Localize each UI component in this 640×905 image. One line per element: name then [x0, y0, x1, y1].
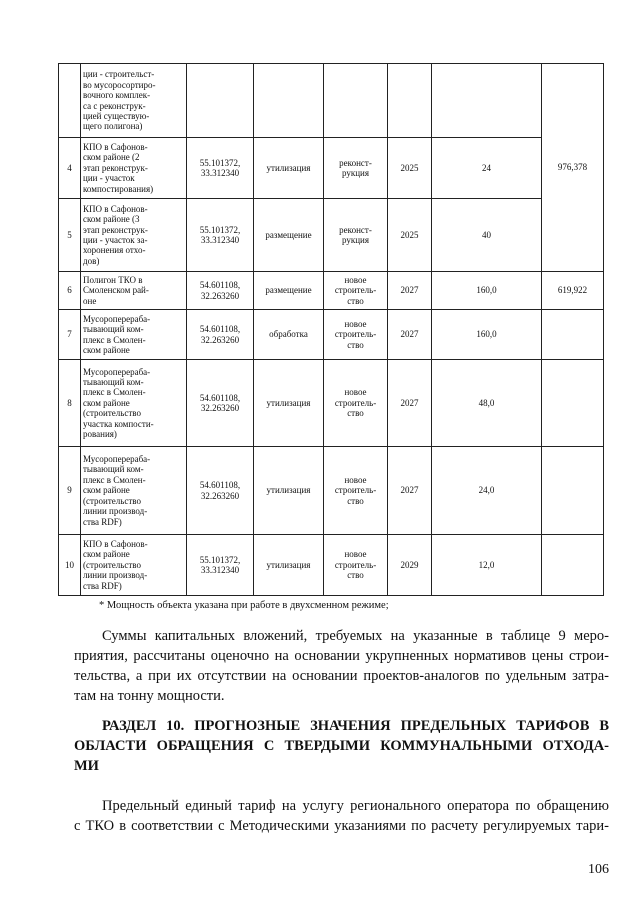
text-line: тельства, а при их отсутствии на основании проектов-аналогов по удельным затра- — [74, 668, 609, 684]
cell-work: реконст- рукция — [324, 138, 388, 199]
table-row — [59, 360, 604, 447]
cell-name: ции - строительст- во мусоросортиро- вочного комплек- са с реконструк- цией существую- щего полигона) — [81, 64, 187, 138]
cell-coords: 55.101372, 33.312340 — [187, 138, 254, 199]
cell-name: КПО в Сафонов- ском районе (3 этап реконструк- ции - участок за- хоронения отхо- дов) — [81, 199, 187, 272]
cell-year: 2025 — [388, 138, 432, 199]
heading-line: ОБЛАСТИ ОБРАЩЕНИЯ С ТВЕРДЫМИ КОММУНАЛЬНЫМИ ОТХОДА- — [74, 738, 609, 754]
cell-num: 7 — [59, 310, 81, 360]
section-heading — [74, 716, 609, 776]
cell-cost — [542, 310, 604, 360]
table-row — [59, 447, 604, 535]
table-body — [59, 64, 604, 596]
cell-work: новое строитель- ство — [324, 535, 388, 596]
cell-cost: 976,378 — [542, 64, 604, 272]
heading-line: МИ — [74, 758, 99, 774]
cell-work — [324, 64, 388, 138]
cell-type: утилизация — [254, 535, 324, 596]
cell-coords: 54.601108, 32.263260 — [187, 360, 254, 447]
cell-name: Мусороперераба- тывающий ком- плекс в Смолен- ском районе — [81, 310, 187, 360]
cell-capacity: 12,0 — [432, 535, 542, 596]
table-row — [59, 199, 604, 272]
table-row — [59, 310, 604, 360]
heading-line: РАЗДЕЛ 10. ПРОГНОЗНЫЕ ЗНАЧЕНИЯ ПРЕДЕЛЬНЫХ ТАРИФОВ В — [102, 718, 609, 734]
cell-cost — [542, 360, 604, 447]
table-row — [59, 138, 604, 199]
cell-coords — [187, 64, 254, 138]
cell-type: утилизация — [254, 138, 324, 199]
cell-name: Мусороперераба- тывающий ком- плекс в Смолен- ском районе (строительство линии производ- ства RDF) — [81, 447, 187, 535]
cell-capacity — [432, 64, 542, 138]
cell-num: 5 — [59, 199, 81, 272]
cell-num: 8 — [59, 360, 81, 447]
cell-work: новое строитель- ство — [324, 360, 388, 447]
cell-type — [254, 64, 324, 138]
cell-num: 6 — [59, 272, 81, 310]
cell-coords: 55.101372, 33.312340 — [187, 199, 254, 272]
text-line: приятия, рассчитаны оценочно на основании укрупненных нормативов цены строи- — [74, 648, 609, 664]
cell-year: 2027 — [388, 360, 432, 447]
cell-name: Полигон ТКО в Смоленском рай- оне — [81, 272, 187, 310]
cell-year: 2027 — [388, 447, 432, 535]
objects-table — [58, 63, 604, 596]
cell-year: 2027 — [388, 272, 432, 310]
cell-cost — [542, 447, 604, 535]
cell-type: утилизация — [254, 360, 324, 447]
cell-work: новое строитель- ство — [324, 447, 388, 535]
cell-year: 2027 — [388, 310, 432, 360]
text-line: Предельный единый тариф на услугу регионального оператора по обращению — [102, 798, 609, 814]
cell-type: размещение — [254, 272, 324, 310]
cell-year — [388, 64, 432, 138]
cell-name: Мусороперераба- тывающий ком- плекс в Смолен- ском районе (строительство участка компости- рования) — [81, 360, 187, 447]
cell-capacity: 48,0 — [432, 360, 542, 447]
cell-cost — [542, 535, 604, 596]
cell-coords: 55.101372, 33.312340 — [187, 535, 254, 596]
cell-coords: 54.601108, 32.263260 — [187, 310, 254, 360]
table-row — [59, 64, 604, 138]
text-line: с ТКО в соответствии с Методическими указаниями по расчету регулируемых тари- — [74, 818, 609, 834]
cell-num: 10 — [59, 535, 81, 596]
cell-type: размещение — [254, 199, 324, 272]
cell-coords: 54.601108, 32.263260 — [187, 447, 254, 535]
cell-work: новое строитель- ство — [324, 272, 388, 310]
cell-year: 2025 — [388, 199, 432, 272]
cell-type: утилизация — [254, 447, 324, 535]
cell-capacity: 160,0 — [432, 310, 542, 360]
table-row — [59, 272, 604, 310]
cell-work: реконст- рукция — [324, 199, 388, 272]
cell-num — [59, 64, 81, 138]
cell-coords: 54.601108, 32.263260 — [187, 272, 254, 310]
cell-cost: 619,922 — [542, 272, 604, 310]
cell-capacity: 160,0 — [432, 272, 542, 310]
cell-capacity: 40 — [432, 199, 542, 272]
table-row — [59, 535, 604, 596]
cell-type: обработка — [254, 310, 324, 360]
cell-capacity: 24 — [432, 138, 542, 199]
text-line: Суммы капитальных вложений, требуемых на указанные в таблице 9 меро- — [102, 628, 609, 644]
paragraph-capital-investments — [74, 626, 609, 706]
cell-work: новое строитель- ство — [324, 310, 388, 360]
cell-name: КПО в Сафонов- ском районе (2 этап реконструк- ции - участок компостирования) — [81, 138, 187, 199]
cell-num: 9 — [59, 447, 81, 535]
table-footnote: * Мощность объекта указана при работе в двухсменном режиме; — [99, 600, 389, 611]
page-number: 106 — [588, 862, 609, 877]
text-line: там на тонну мощности. — [74, 688, 225, 704]
cell-capacity: 24,0 — [432, 447, 542, 535]
cell-year: 2029 — [388, 535, 432, 596]
cell-num: 4 — [59, 138, 81, 199]
cell-name: КПО в Сафонов- ском районе (строительство линии производ- ства RDF) — [81, 535, 187, 596]
paragraph-tariff — [74, 796, 609, 836]
